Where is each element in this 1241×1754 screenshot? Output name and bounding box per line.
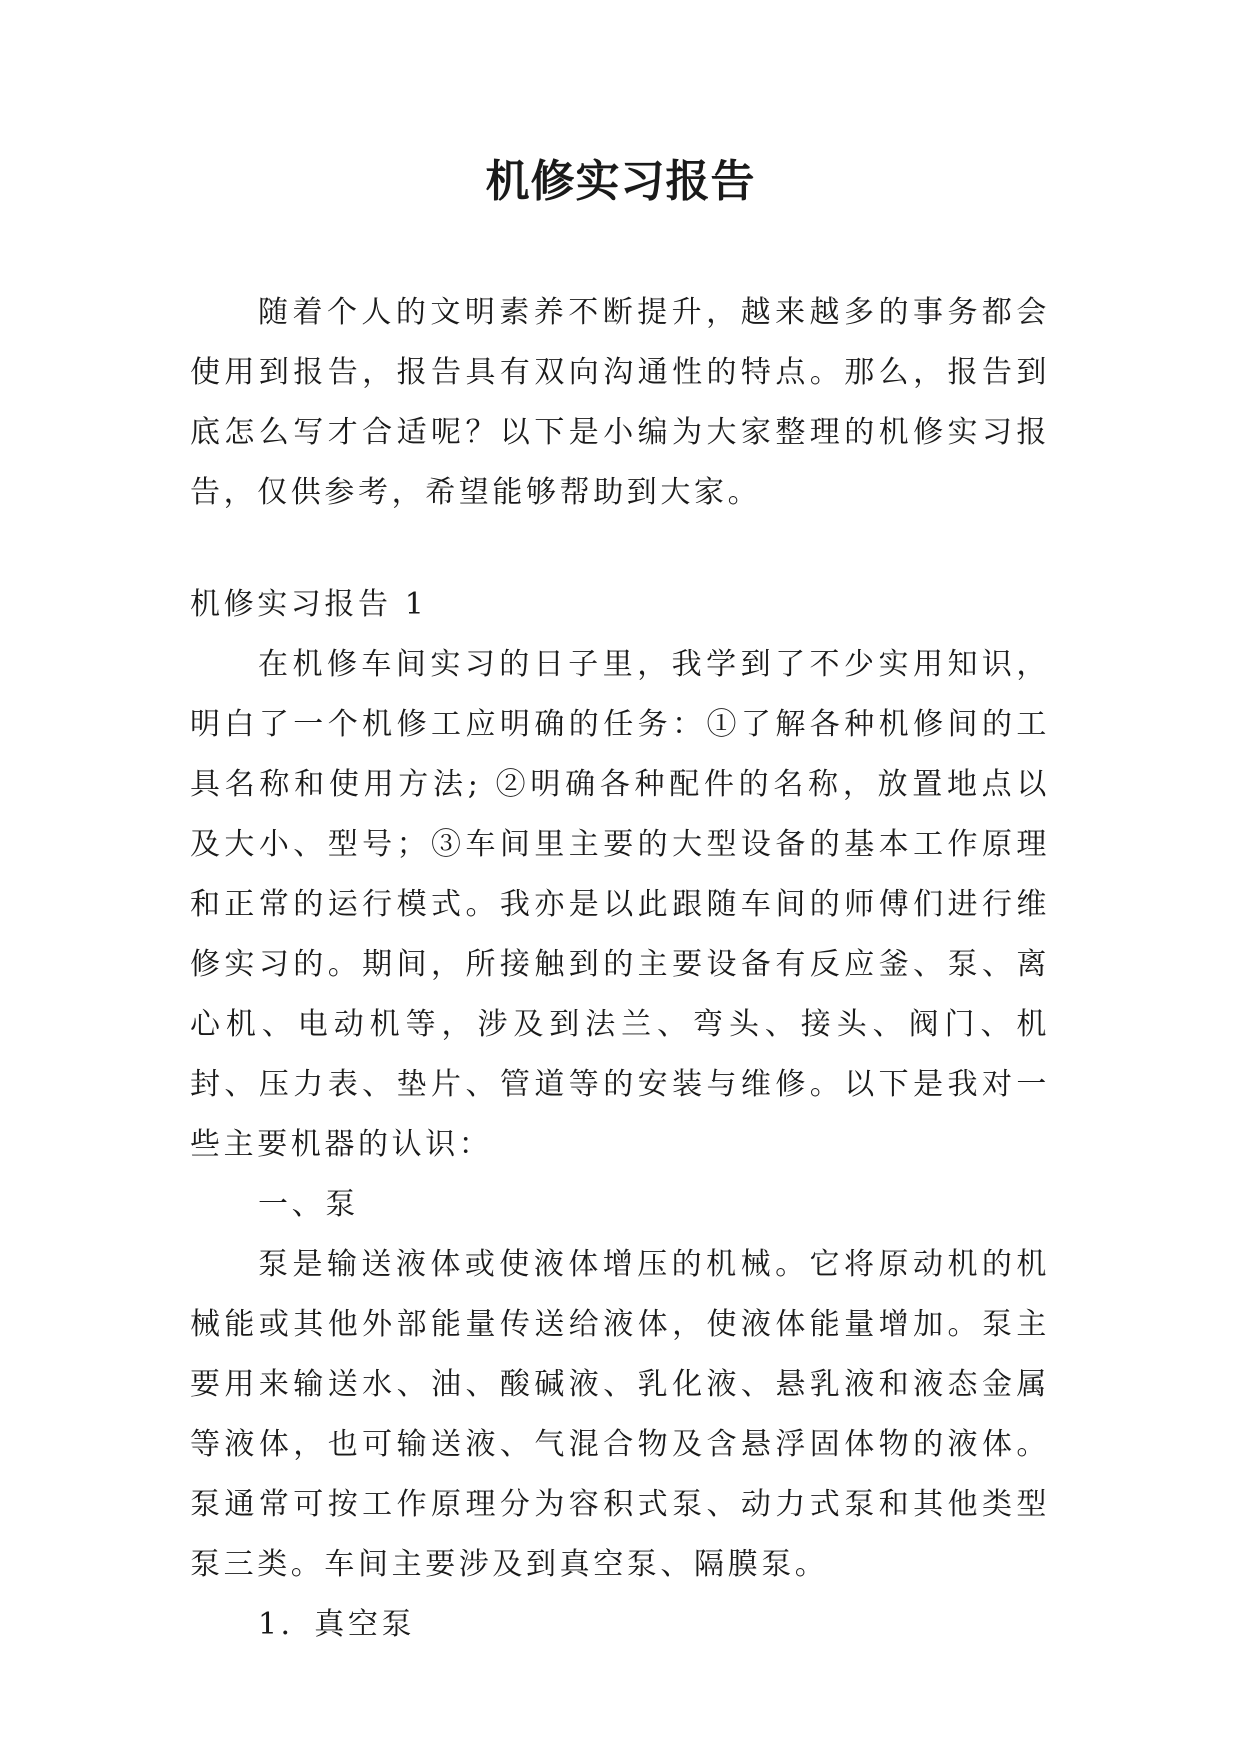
document-title: 机修实习报告: [485, 156, 756, 207]
section-heading: 机修实习报告 1: [190, 587, 428, 622]
intro-block: [190, 283, 1050, 523]
body-paragraph: 泵是输送液体或使液体增压的机械。它将原动机的机械能或其他外部能量传送给液体，使液体能量增加。泵主要用来输送水、油、酸碱液、乳化液、悬乳液和液态金属等液体，也可输送液、气混合物及含悬浮固体物的液体。泵通常可按工作原理分为容积式泵、动力式泵和其他类型泵三类。车间主要涉及到真空泵、隔膜泵。: [190, 1247, 1050, 1582]
intro-paragraph: 随着个人的文明素养不断提升，越来越多的事务都会使用到报告，报告具有双向沟通性的特点。那么，报告到底怎么写才合适呢？以下是小编为大家整理的机修实习报告，仅供参考，希望能够帮助到大家。: [190, 295, 1050, 510]
subheading-vacuum-pump: 1．真空泵: [258, 1607, 416, 1642]
subheading-pump: 一、泵: [258, 1187, 359, 1222]
body-paragraph: 在机修车间实习的日子里，我学到了不少实用知识，明白了一个机修工应明确的任务：①了解各种机修间的工具名称和使用方法; ②明确各种配件的名称，放置地点以及大小、型号；③车间里主要的大型设备的基本工作原理和正常的运行模式。我亦是以此跟随车间的师傅们进行维修实习的。期间，所接触到的主要设备有反应釜、泵、离心机、电动机等，涉及到法兰、弯头、接头、阀门、机封、压力表、垫片、管道等的安装与维修。以下是我对一些主要机器的认识：: [190, 647, 1050, 1162]
section-block: [190, 575, 1050, 1655]
